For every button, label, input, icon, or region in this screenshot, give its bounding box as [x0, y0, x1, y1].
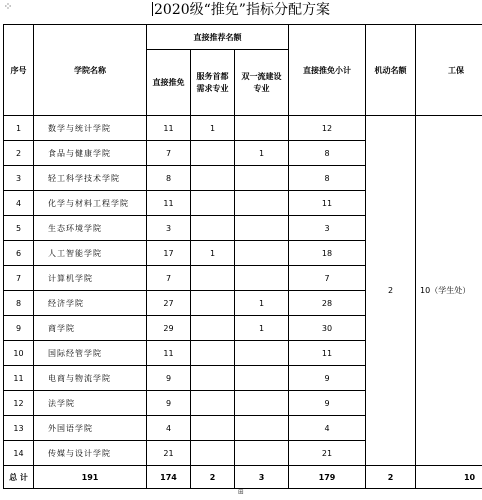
cell-college: 计算机学院 — [34, 266, 147, 291]
cell-direct: 9 — [147, 366, 191, 391]
cell-subtotal: 8 — [289, 166, 366, 191]
cell-subtotal: 12 — [289, 116, 366, 141]
cell-double — [235, 416, 289, 441]
cell-service — [191, 366, 235, 391]
cell-double — [235, 366, 289, 391]
cell-direct: 4 — [147, 416, 191, 441]
cell-direct: 29 — [147, 316, 191, 341]
document-title — [0, 0, 482, 22]
cell-double: 1 — [235, 141, 289, 166]
cell-subtotal: 3 — [289, 216, 366, 241]
total-service: 2 — [191, 466, 235, 489]
cell-no: 4 — [4, 191, 34, 216]
cell-no: 6 — [4, 241, 34, 266]
cell-college: 轻工科学技术学院 — [34, 166, 147, 191]
cell-subtotal: 28 — [289, 291, 366, 316]
cell-direct: 3 — [147, 216, 191, 241]
cell-no: 14 — [4, 441, 34, 466]
cell-service — [191, 416, 235, 441]
header-double-text: 双一流建设专业 — [241, 71, 282, 93]
cell-service — [191, 266, 235, 291]
total-subtotal: 179 — [289, 466, 366, 489]
cell-direct: 17 — [147, 241, 191, 266]
text-cursor — [152, 2, 153, 16]
column-marker-icon[interactable]: ⊞ — [238, 488, 244, 496]
cell-service — [191, 216, 235, 241]
cell-subtotal: 11 — [289, 191, 366, 216]
cell-service — [191, 316, 235, 341]
cell-college: 电商与物流学院 — [34, 366, 147, 391]
header-college: 学院名称 — [34, 25, 147, 116]
cell-subtotal: 7 — [289, 266, 366, 291]
cell-no: 11 — [4, 366, 34, 391]
cell-service — [191, 141, 235, 166]
cell-double: 1 — [235, 291, 289, 316]
cell-direct: 27 — [147, 291, 191, 316]
cell-flexible-merged: 2 — [366, 116, 416, 466]
cell-college: 生态环境学院 — [34, 216, 147, 241]
header-flexible: 机动名额 — [366, 25, 416, 116]
cell-college: 外国语学院 — [34, 416, 147, 441]
cell-no: 5 — [4, 216, 34, 241]
cell-direct: 11 — [147, 116, 191, 141]
cell-double — [235, 166, 289, 191]
header-service — [191, 50, 235, 116]
cell-subtotal: 21 — [289, 441, 366, 466]
cell-college: 人工智能学院 — [34, 241, 147, 266]
cell-service: 1 — [191, 241, 235, 266]
header-service-text: 服务首都需求专业 — [196, 71, 229, 93]
cell-no: 1 — [4, 116, 34, 141]
header-work: 工保 — [416, 25, 482, 116]
cell-subtotal: 4 — [289, 416, 366, 441]
cell-college: 国际经管学院 — [34, 341, 147, 366]
total-direct: 174 — [147, 466, 191, 489]
cell-double — [235, 191, 289, 216]
total-flexible: 2 — [366, 466, 416, 489]
cell-service — [191, 341, 235, 366]
header-index: 序号 — [4, 25, 34, 116]
cell-direct: 7 — [147, 141, 191, 166]
cell-no: 10 — [4, 341, 34, 366]
title-text: 2020级“推免”指标分配方案 — [154, 2, 330, 18]
cell-subtotal: 9 — [289, 366, 366, 391]
cell-no: 8 — [4, 291, 34, 316]
cell-no: 2 — [4, 141, 34, 166]
cell-double — [235, 391, 289, 416]
cell-double — [235, 266, 289, 291]
cell-direct: 11 — [147, 191, 191, 216]
cell-direct: 9 — [147, 391, 191, 416]
cell-no: 12 — [4, 391, 34, 416]
cell-subtotal: 11 — [289, 341, 366, 366]
header-direct: 直接推免 — [147, 50, 191, 116]
total-work: 10 — [416, 466, 482, 489]
cell-service: 1 — [191, 116, 235, 141]
cell-college: 数学与统计学院 — [34, 116, 147, 141]
cell-college: 商学院 — [34, 316, 147, 341]
cell-double — [235, 241, 289, 266]
cell-no: 7 — [4, 266, 34, 291]
cell-college: 传媒与设计学院 — [34, 441, 147, 466]
cell-double — [235, 116, 289, 141]
header-group: 直接推荐名额 — [147, 25, 289, 50]
cell-service — [191, 191, 235, 216]
cell-no: 9 — [4, 316, 34, 341]
cell-subtotal: 8 — [289, 141, 366, 166]
table-row — [4, 116, 482, 141]
total-row — [4, 466, 482, 489]
cell-subtotal: 18 — [289, 241, 366, 266]
header-double — [235, 50, 289, 116]
cell-double: 1 — [235, 316, 289, 341]
cell-direct: 7 — [147, 266, 191, 291]
cell-college: 法学院 — [34, 391, 147, 416]
cell-college: 化学与材料工程学院 — [34, 191, 147, 216]
cell-no: 13 — [4, 416, 34, 441]
cell-direct: 8 — [147, 166, 191, 191]
cell-direct: 21 — [147, 441, 191, 466]
cell-college: 经济学院 — [34, 291, 147, 316]
total-label: 总 计 — [4, 466, 34, 489]
total-double: 3 — [235, 466, 289, 489]
total-college: 191 — [34, 466, 147, 489]
cell-service — [191, 166, 235, 191]
cell-double — [235, 341, 289, 366]
cell-service — [191, 291, 235, 316]
cell-no: 3 — [4, 166, 34, 191]
cell-subtotal: 9 — [289, 391, 366, 416]
cell-service — [191, 391, 235, 416]
move-handle-icon[interactable]: ⁘ — [3, 0, 13, 13]
cell-direct: 11 — [147, 341, 191, 366]
cell-double — [235, 441, 289, 466]
cell-service — [191, 441, 235, 466]
cell-double — [235, 216, 289, 241]
cell-subtotal: 30 — [289, 316, 366, 341]
header-subtotal: 直接推免小计 — [289, 25, 366, 116]
cell-work-merged: 10（学生处） — [416, 116, 482, 466]
cell-college: 食品与健康学院 — [34, 141, 147, 166]
quota-table — [3, 24, 482, 489]
